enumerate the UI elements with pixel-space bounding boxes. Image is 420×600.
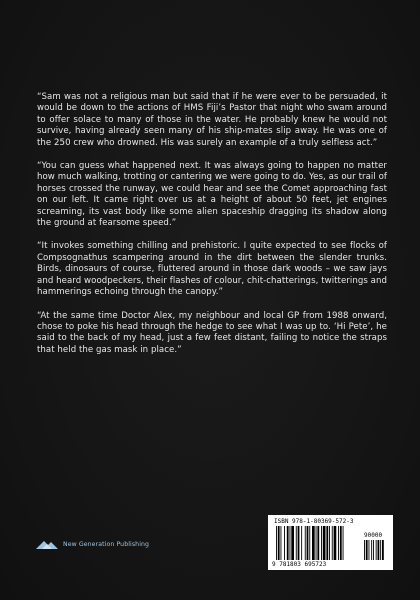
excerpt-paragraph: “Sam was not a religious man but said that if he were ever to be persuaded, it would be down to the actions of HMS Fiji’s Pastor that night who swam around to offer solace to many of those in the water. He probably knew he would not survive, having already seen many of his ship-mates slip away. He was one of the 250 crew who drowned. His was surely an example of a truly selfless act.”	[37, 92, 387, 148]
publisher-imprint	[36, 538, 149, 550]
barcode-digits: 9 781803 695723	[272, 561, 327, 568]
excerpt-paragraph: “You can guess what happened next. It was always going to happen no matter how much walking, trotting or cantering we were going to do. Yes, as our trail of horses crossed the runway, we could hear and see the Comet approaching fast on our left. It came right over us at a height of about 50 feet, jet engines screaming, its vast body like some alien spaceship dragging its shadow along the ground at fearsome speed.”	[37, 161, 387, 229]
isbn-number: ISBN 978-1-80369-572-3	[274, 518, 354, 525]
excerpt-paragraph: “At the same time Doctor Alex, my neighbour and local GP from 1988 onward, chose to poke his head through the hedge to see what I was up to. ‘Hi Pete’, he said to the back of my head, just a few feet distant, failing to notice the straps that held the gas mask in place.”	[37, 310, 387, 355]
publisher-name: New Generation Publishing	[63, 540, 150, 548]
mountain-logo-icon	[36, 538, 58, 550]
price-code: 90000	[364, 532, 383, 539]
excerpt-paragraph: “It invokes something chilling and prehistoric. I quite expected to see flocks of Compsognathus scampering around in the dirt between the slender trunks. Birds, dinosaurs of course, fluttered around in those dark woods – we saw jays and heard woodpeckers, their flashes of colour, chit-chatterings, twitterings and hammerings echoing through the canopy.”	[37, 241, 387, 298]
excerpts-block	[37, 92, 387, 368]
isbn-barcode	[268, 515, 393, 570]
